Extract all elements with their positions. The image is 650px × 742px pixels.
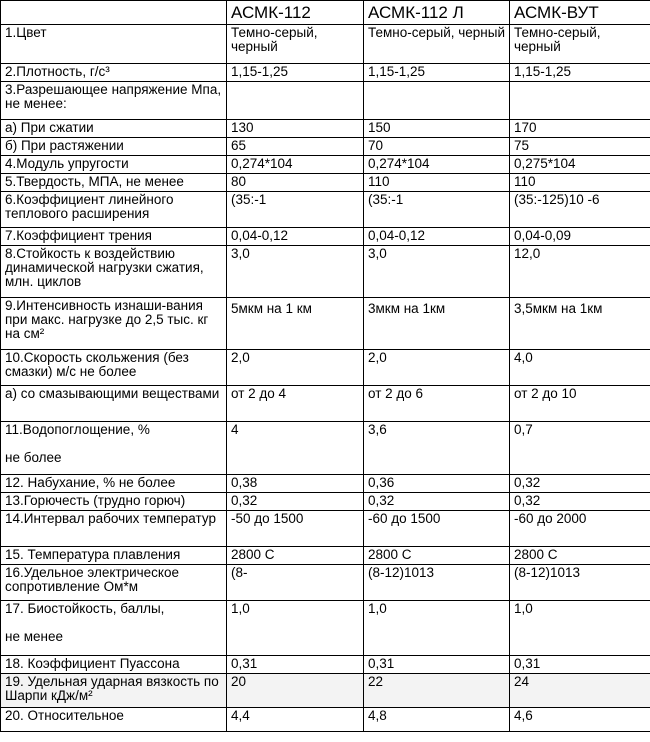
value-asmk-112-l: 3,0 [364,246,510,298]
table-row [1,708,650,732]
value-asmk-vut: от 2 до 10 [510,386,650,422]
table-row [1,656,650,674]
value-asmk-112: 130 [227,120,364,138]
value-asmk-vut: 110 [510,174,650,192]
value-asmk-vut: (35:-125)10 -6 [510,192,650,228]
property-label: а) со смазывающими веществами [1,386,227,422]
value-asmk-112: 0,32 [227,493,364,511]
property-label: 14.Интервал рабочих температур [1,511,227,547]
table-row [1,82,650,120]
value-asmk-vut: 4,0 [510,350,650,386]
property-label: 17. Биостойкость, баллы, не менее [1,601,227,656]
table-row [1,674,650,708]
value-asmk-vut: 12,0 [510,246,650,298]
property-label: 2.Плотность, г/с³ [1,64,227,82]
value-asmk-112-l: 70 [364,138,510,156]
value-asmk-112: 20 [227,674,364,708]
value-asmk-112: 80 [227,174,364,192]
table-row [1,120,650,138]
table-row [1,228,650,246]
property-label: 15. Температура плавления [1,547,227,565]
value-asmk-112-l: 1,0 [364,601,510,656]
value-asmk-vut: -60 до 2000 [510,511,650,547]
value-asmk-vut: 0,7 [510,422,650,475]
header-asmk-112: АСМК-112 [227,1,364,25]
table-row [1,475,650,493]
value-asmk-112-l: 3мкм на 1км [364,298,510,350]
value-asmk-vut [510,82,650,120]
value-asmk-112-l: (35:-1 [364,192,510,228]
table-row [1,601,650,656]
table-row [1,547,650,565]
value-asmk-112-l: 150 [364,120,510,138]
value-asmk-vut: Темно-серый, черный [510,25,650,64]
value-asmk-vut: 0,32 [510,493,650,511]
value-asmk-vut: (8-12)1013 [510,565,650,601]
value-asmk-112-l: 22 [364,674,510,708]
table-row [1,350,650,386]
value-asmk-112-l: от 2 до 6 [364,386,510,422]
value-asmk-112: 4,4 [227,708,364,732]
property-label: 3.Разрешающее напряжение Мпа, не менее: [1,82,227,120]
value-asmk-vut: 2800 С [510,547,650,565]
value-asmk-112: от 2 до 4 [227,386,364,422]
property-label: 13.Горючесть (трудно горюч) [1,493,227,511]
value-asmk-112: (8- [227,565,364,601]
table-row [1,511,650,547]
value-asmk-112-l: 4,8 [364,708,510,732]
table-row [1,174,650,192]
value-asmk-vut: 0,32 [510,475,650,493]
value-asmk-vut: 1,0 [510,601,650,656]
value-asmk-112-l: 0,04-0,12 [364,228,510,246]
value-asmk-112: 1,15-1,25 [227,64,364,82]
value-asmk-112: 65 [227,138,364,156]
value-asmk-112: 2,0 [227,350,364,386]
value-asmk-112-l: 0,32 [364,493,510,511]
table-row [1,386,650,422]
value-asmk-112-l: 1,15-1,25 [364,64,510,82]
value-asmk-112: 2800 С [227,547,364,565]
property-label: б) При растяжении [1,138,227,156]
value-asmk-112-l: 3,6 [364,422,510,475]
value-asmk-112-l: 2,0 [364,350,510,386]
property-label: а) При сжатии [1,120,227,138]
table-row [1,493,650,511]
value-asmk-112-l: 0,274*104 [364,156,510,174]
value-asmk-vut: 4,6 [510,708,650,732]
property-label: 18. Коэффициент Пуассона [1,656,227,674]
value-asmk-112-l: 0,36 [364,475,510,493]
value-asmk-112: 3,0 [227,246,364,298]
value-asmk-112-l: 0,31 [364,656,510,674]
value-asmk-112-l: (8-12)1013 [364,565,510,601]
value-asmk-vut: 0,31 [510,656,650,674]
property-label: 5.Твердость, МПА, не менее [1,174,227,192]
value-asmk-112: 0,31 [227,656,364,674]
property-label: 8.Стойкость к воздействию динамической нагрузки сжатия, млн. циклов [1,246,227,298]
property-label: 1.Цвет [1,25,227,64]
header-asmk-112-l: АСМК-112 Л [364,1,510,25]
table-row [1,64,650,82]
property-label: 6.Коэффициент линейного теплового расширения [1,192,227,228]
property-label: 16.Удельное электрическое сопротивление Ом*м [1,565,227,601]
property-label: 4.Модуль упругости [1,156,227,174]
value-asmk-vut: 170 [510,120,650,138]
value-asmk-112-l: Темно-серый, черный [364,25,510,64]
value-asmk-112 [227,82,364,120]
value-asmk-112-l: 110 [364,174,510,192]
value-asmk-vut: 3,5мкм на 1км [510,298,650,350]
value-asmk-112-l: -60 до 1500 [364,511,510,547]
value-asmk-vut: 1,15-1,25 [510,64,650,82]
value-asmk-112: (35:-1 [227,192,364,228]
value-asmk-112: 0,04-0,12 [227,228,364,246]
value-asmk-112: 1,0 [227,601,364,656]
table-row [1,298,650,350]
value-asmk-112-l [364,82,510,120]
table-header-row [1,1,650,25]
property-label: 10.Скорость скольжения (без смазки) м/с не более [1,350,227,386]
table-row [1,156,650,174]
property-label: 20. Относительное [1,708,227,732]
table-row [1,192,650,228]
property-label: 12. Набухание, % не более [1,475,227,493]
value-asmk-112: 0,38 [227,475,364,493]
table-row [1,246,650,298]
table-row [1,138,650,156]
property-label: 7.Коэффициент трения [1,228,227,246]
table-row [1,565,650,601]
property-label: 19. Удельная ударная вязкость по Шарпи кДж/м² [1,674,227,708]
header-asmk-vut: АСМК-ВУТ [510,1,650,25]
value-asmk-vut: 75 [510,138,650,156]
table-row [1,422,650,475]
value-asmk-vut: 0,04-0,09 [510,228,650,246]
value-asmk-112: 4 [227,422,364,475]
property-label: 9.Интенсивность изнаши-вания при макс. нагрузке до 2,5 тыс. кг на см² [1,298,227,350]
value-asmk-112: Темно-серый, черный [227,25,364,64]
table-row [1,25,650,64]
value-asmk-112: 0,274*104 [227,156,364,174]
value-asmk-vut: 24 [510,674,650,708]
value-asmk-112: -50 до 1500 [227,511,364,547]
value-asmk-112: 5мкм на 1 км [227,298,364,350]
value-asmk-vut: 0,275*104 [510,156,650,174]
value-asmk-112-l: 2800 С [364,547,510,565]
property-label: 11.Водопоглощение, % не более [1,422,227,475]
header-empty-cell [1,1,227,25]
